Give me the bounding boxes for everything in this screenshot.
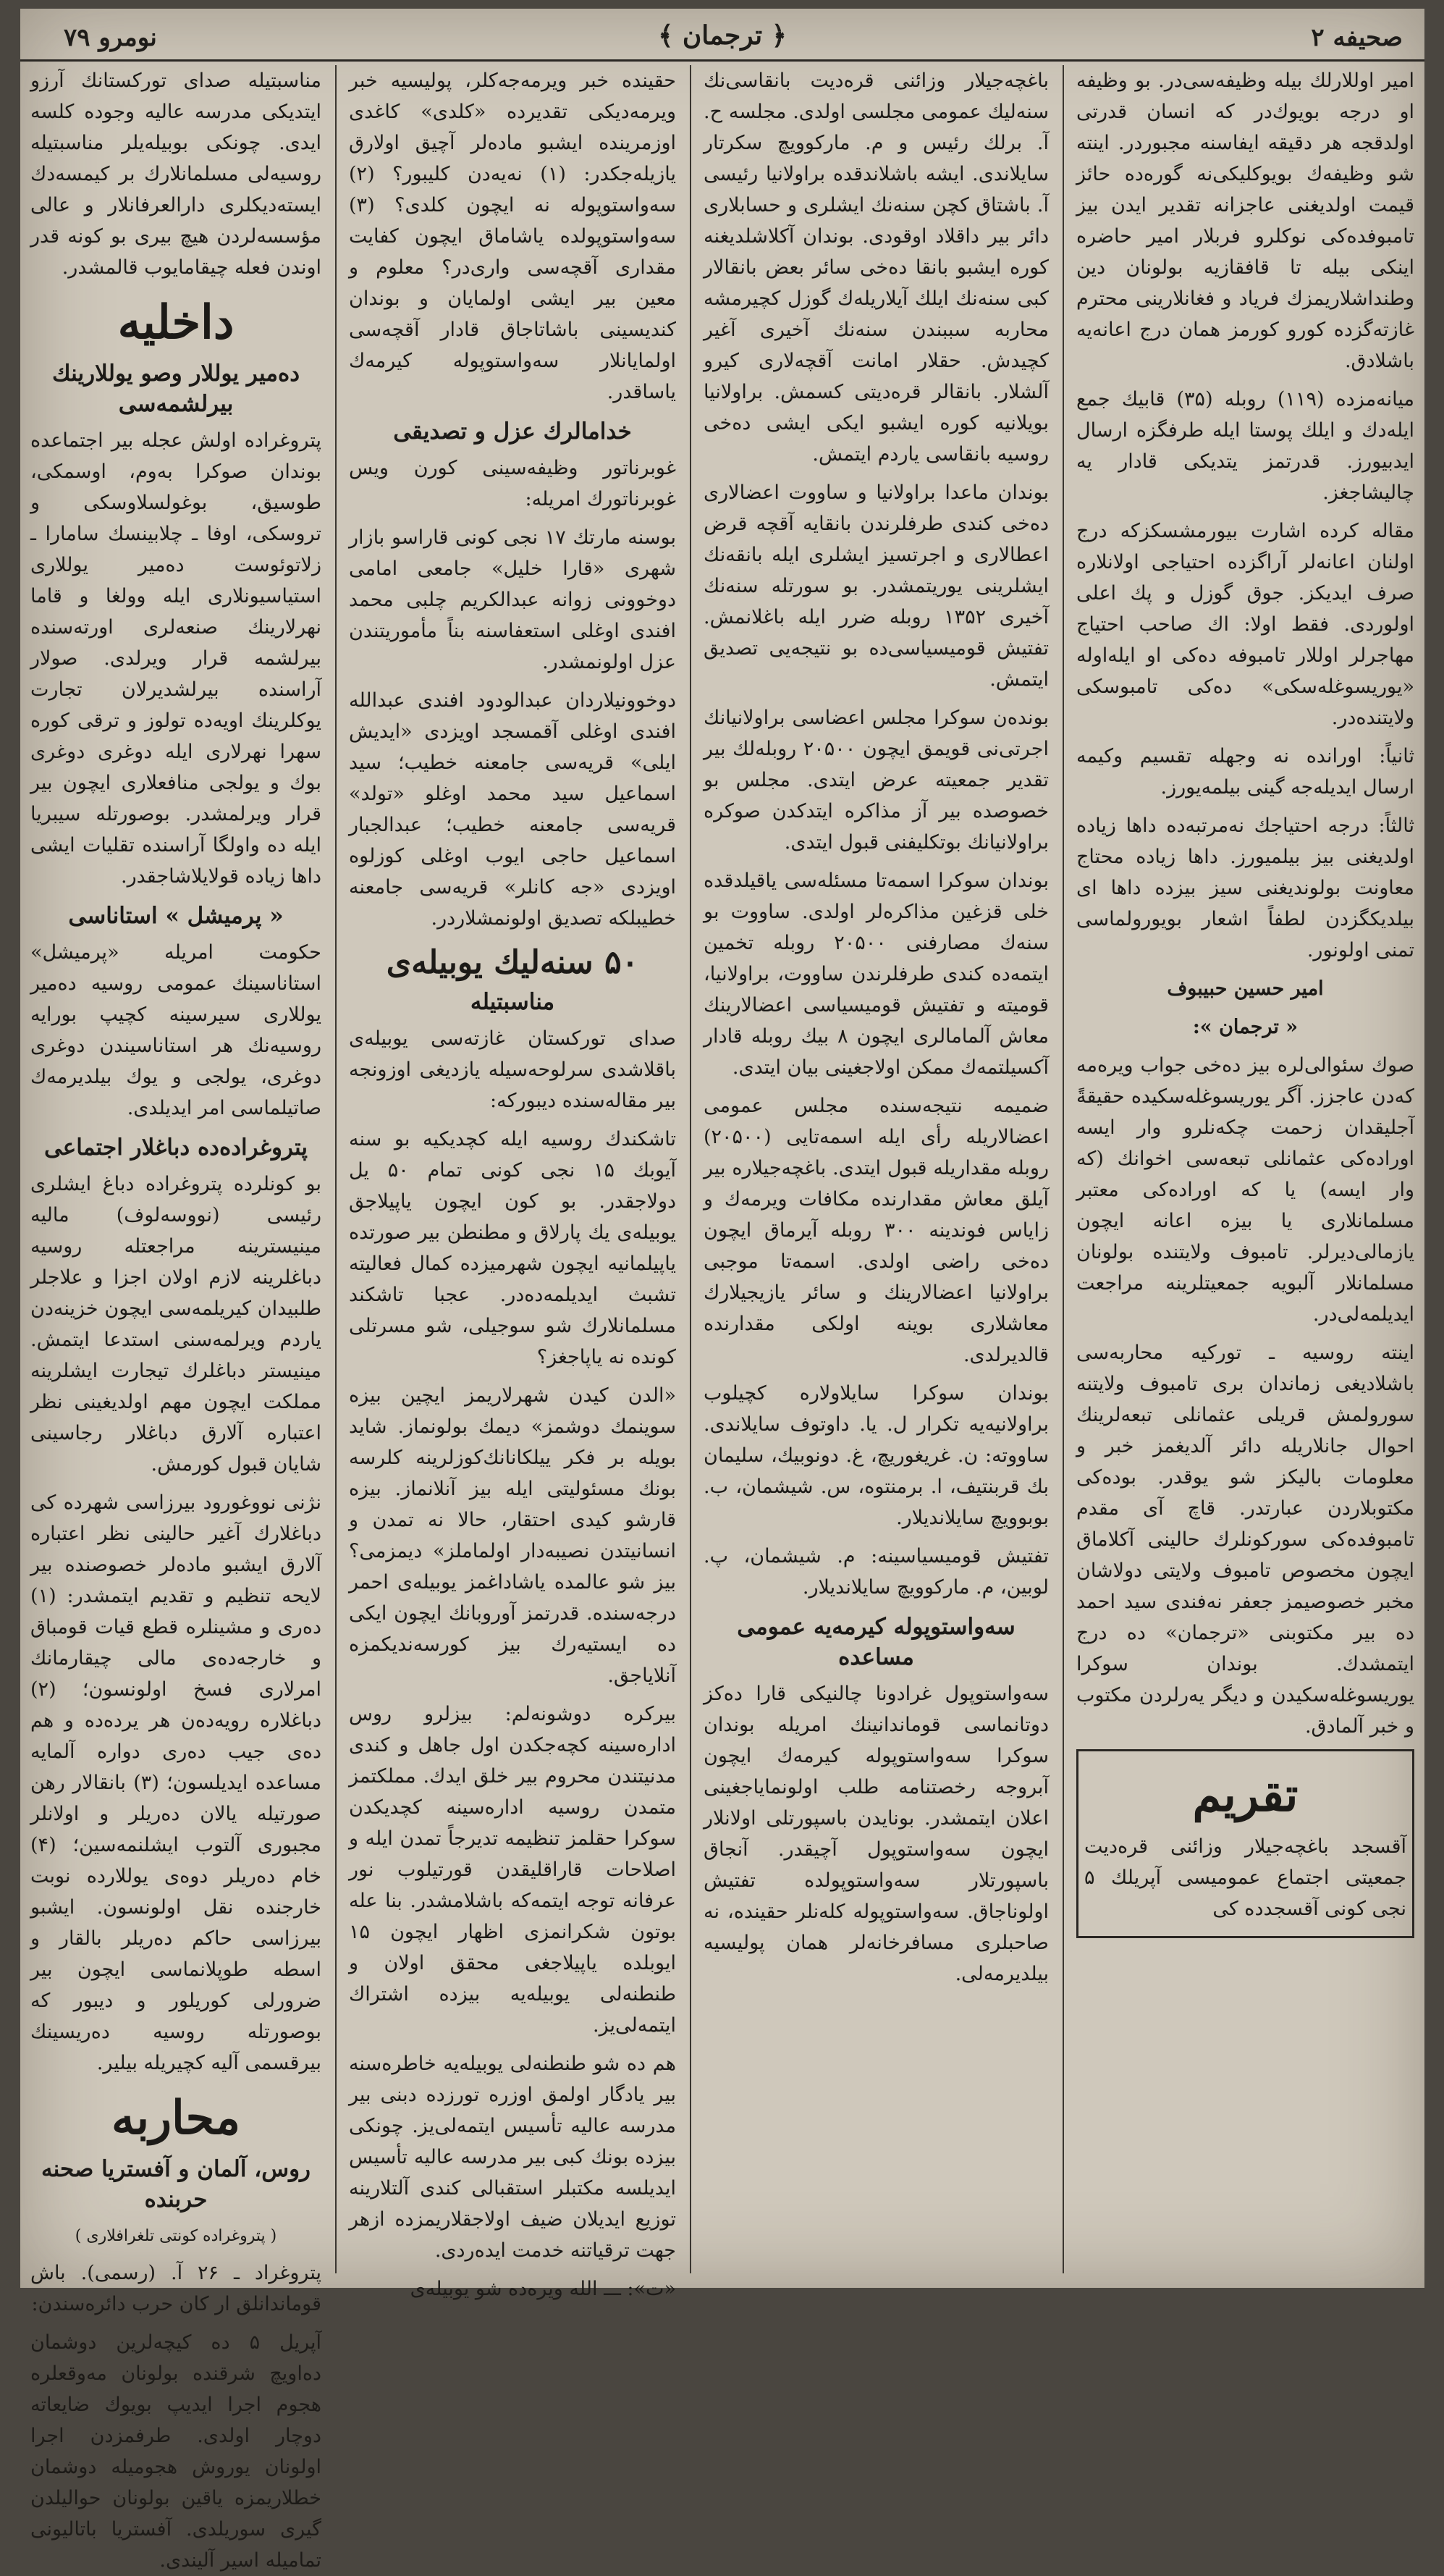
article-text: «ت»: ـــ الله ویره‌ده شو یوبیله‌ی [410, 2278, 676, 2300]
article-text: نژنی نووغورود بیرزاسی شهرده کی دباغلارك آغیر حالینی نظر اعتباره آلارق ایشبو ماده‌لر خصوصنده بیر لایحه تنظیم و تقدیم ایتمشدر: (۱) ده‌ری و مشینلره قطع قیات قومباق و خارجه‌ده‌ی مالی چیقارمانك امرلاری فسخ اولونسون؛ (۲) دباغلاره رویه‌ده‌ن هر یرده‌ده و هم ده‌ی جیب ده‌ری دواره آلمایه مساعده ایدیلسون؛ (۳) بانقالار رهن صورتیله یالان ده‌ریلر و اولانلر مجبوری آلتوب ایشلنمه‌سین؛ (۴) خام ده‌ریلر دوه‌ی یوللارده نوبت خارجنده نقل اولونسون. ایشبو بیرزاسی حاکم ده‌ریلر بالقار و اسطه طوپلانماسی ایچون بیر ضرورلی کوریلور و دیبور که بوصورتله روسیه ده‌ریسینك بیرقسمی آلیه کچیریله بیلیر. [30, 1491, 321, 2074]
article-text: بوسنه مارتك ۱۷ نجی کونی قاراسو بازار شهری «قارا خلیل» جامعی امامی دوخوونی زوانه عبدالکریم چلبی محمد افندی اوغلی استعفاسنه بناً مأموریتندن عزل اولونمشدر. [349, 526, 676, 673]
jubilee-heading: ۵۰ سنه‌لیك یوبیله‌ی [386, 944, 639, 981]
masthead [20, 9, 1424, 59]
article-text: ثانیاً: اورانده نه وجهله تقسیم وکیمه ارسال ایدیله‌جه گینی بیلمه‌یورز. [1076, 745, 1414, 799]
section-heading: داخلیه [117, 295, 235, 350]
page-number: صحيفه ۲ [1311, 23, 1403, 52]
masthead-rule [20, 59, 1424, 62]
announcement-heading: تقریم [1192, 1768, 1299, 1822]
jubilee-subheading: مناسبتیله [470, 989, 555, 1015]
column-divider [335, 65, 337, 2273]
column-divider [690, 65, 691, 2273]
section-heading: سه‌واستوپوله کیرمه‌یه عمومی مساعده [737, 1614, 1016, 1670]
article-text: بیرکره دوشونه‌لم: بیزلرو روس اداره‌سینه کچه‌جکدن اول جاهل و کندی مدنیتندن محروم بیر خلق ایدك. مملکتمز متمدن روسیه اداره‌سینه کچدیکدن سوکرا حقلمز تنظیمه تدیرجاً تمدن ایله و اصلاحات قاراقلیقدن قورتیلوب نور عرفانه توجه ایتمه‌که باشلامشدر. بنا عله بوتون شکرانمزی اظهار ایچون ۱۵ ایوبلده یاپیلاجغی محقق اولان و طنطنه‌لی یوبیله‌یه بیزده اشتراك ایتمه‌لی‌یز. [349, 1703, 676, 2037]
article-text: حقینده خبر ویرمه‌جه‌کلر، پولیسیه خبر ویرمه‌دیکی تقدیرده «کلدی» کاغدی اوزمرینده ایشبو ماده‌لر آچیق اولارق یازیله‌جکدر: (۱) نه‌یه‌دن کلیبور؟ (۲) سه‌واستوپوله نه ایچون کلدی؟ (۳) سه‌واستوپولده یاشاماق ایچون کفایت مقداری آقچه‌سی واری‌در؟ معلوم و معین بیر ایشی اولمایان و بوندان کندیسینی باشاتاجاق قادار آقچه‌سی اولمایانلار سه‌واستوپوله کیرمه‌ك یاساقدر. [349, 70, 676, 403]
article-text: سه‌واستوپول غرادونا چالنیکی قارا ده‌کز دوتانماسی قوماندانینك امریله بوندان سوکرا سه‌واستوپوله کیرمه‌ك ایچون آبروجه رخصتنامه طلب اولونمایاجغینی اعلان ایتمشدر. بونایدن باسپورتلی اولانلار ایچون سه‌واستوپول آچیقدر. آنجاق باسپورتلار سه‌واستوپولده تفتیش اولوناجاق. سه‌واستوپوله کله‌نلر حقینده، نه صاحبلری مسافرخانه‌لر همان پولیسیه بیلدیرمه‌لی. [704, 1683, 1049, 1985]
article-text: ثالثاً: درجه احتیاجك نه‌مرتبه‌ده داها زیاده اولدیغنی بیز بیلمیورز. داها زیاده محتاج معاونت بولوندیغنی سیز بیزده داها ای بیلدیکگزدن لطفاً اشعار بویورولماسی تمنی اولونور. [1076, 815, 1414, 961]
article-heading: پتروغراده‌ده دباغلار اجتماعی [43, 1135, 308, 1161]
article-text: آپریل ۵ ده کیچه‌لرین دوشمان ده‌اویچ شرقنده بولونان مه‌وقعلره هجوم اجرا ایدیپ بویوك ضایعاته دوچار اولدی. طرفمزدن اجرا اولونان یوروش هجومیله دوشمان خطلاریمزه یاقین بولونان حوالیلدن گیری سوریلدی. آفستریا باتالیونی تمامیله اسیر آلیندی. [30, 2331, 321, 2572]
article-text: غوبرناتور وظیفه‌سینی کورن ویس غوبرناتورك امریله: [349, 457, 676, 510]
column-2 [693, 65, 1059, 2273]
article-text: هم ده شو طنطنه‌لی یوبیله‌یه خاطره‌سنه بیر یادگار اولمق اوزره تورزده دبنی بیر مدرسه عالیه تأسیس ایتمه‌لی‌یز. چونکی بیزده بونك کبی بیر مدرسه عالیه تأسیس ایدیلسه مکتبلر استقبالی کندی آلتلارینه توزیع ایدیلان ضیف اولاجقلار‌یمزده ازهر جهت ترقیاتنه خدمت ایده‌ردی. [349, 2053, 676, 2262]
signature: امیر حسین حبیبوف [1167, 977, 1324, 1000]
article-text: «الدن کیدن شهرلاریمز ایچین بیزه سوینمك دوشمز» دیمك بولونماز. شاید بویله بر فکر ییلکانانك‌کوزلرینه کلرسه بونك مسئولیتی ایله بیز آنلانماز. بیزه قارشو کیدی احتقار، حالا نه تمدن و انسانیتدن نصیبه‌دار اولماملز» دیمزمی؟ بیز شو عالمده یاشاداغمز یوبیله‌ی احمر درجه‌سنده. قدرتمز آوروبانك ایچون ایكی ده ایستیه‌رك بیز کورسه‌ندیکمزه آنلایاجق. [349, 1384, 676, 1687]
article-text: میانه‌مزده (۱۱۹) روبله (۳۵) قابیك جمع ایله‌دك و ایلك پوستا ایله طرفگزه ارسال ایدبیورز. قدرتمز یتدیکی قادار یه چالیشاجغز. [1076, 388, 1414, 504]
article-text: بو کونلرده پتروغراده دباغ ایشلری رئیسی (نووسه‌لوف) مالیه مینیسترینه مراجعتله روسیه دباغلرینه لازم اولان اجزا و علاجلر طلبیدان کیریلمه‌سی ایچون خزینه‌دن یاردم ویرلمه‌سنی استدعا ایتمش. مینیستر دباغلرك تیجارت ایشلرینه مملکت ایچون مهم اولدیغینی نظر اعتباره آلارق دباغلار رجاسینی شایان قبول کورمش. [30, 1173, 321, 1476]
article-text: پتروغراد ـ ۲۶ آ. (رسمی). باش قوماندانلق ار کان حرب دائره‌سندن: [30, 2262, 321, 2315]
newspaper-page [20, 9, 1424, 2572]
section-heading: محاربه [111, 2091, 241, 2145]
column-3 [339, 65, 686, 2300]
column-divider [1063, 65, 1064, 2273]
article-text: تاشکندك روسیه ایله کچدیکیه بو سنه آیوبك ۱۵ نجی کونی تمام ۵۰ یل دولاجقدر. بو کون ایچون یاپیلاجق یوبیله‌ی یك پارلاق و مطنطن بیر صورتده یاپیلمانیه ایچون شهرمیزده کمال فعالیته تشبث ایدیلمه‌ده‌در. عجبا تاشکند مسلمانلارك شو سوجیلی، شو مسرتلی کونده نه یاپاجغز؟ [349, 1128, 676, 1368]
article-heading: « پرمیشل » استاناسی [68, 903, 284, 929]
article-text: مناسبتیله صدای تورکستانك آرزو ایتدیکی مدرسه عالیه وجوده کلسه ایدی. چونکی بوبیله‌یلر مناسبتیله روسیه‌لی مسلمانلارك بر کیمسه‌دك ایسته‌دیکلری دارالعرفانلار و عالی مؤسسه‌لردن هیچ بیری بو کونه قدر اوندن فعله چیقامایوب قالمشدر. [30, 70, 321, 279]
article-text: باغچه‌جیلار وزائنی قره‌دیت بانقاسی‌نك سنه‌لیك عمومی مجلسی اولدی. مجلسه ح. آ. برلك رئیس و م. مارکوویچ سکرتار سایلاندی. ایشه باشلاندقده براولانیا رئیسی آ. باشتاق کچن سنه‌نك ایشلری و حسابلاری دائر بیر داقلاد اوقودی. بوندان آکلاشلدیغنه کوره ایشبو بانقا ده‌خی سائر بعض بانقالار کبی سنه‌نك ایلك آیلاریله‌ك گوزل کچیرمشه محاربه سببندن سنه‌نك آخیری آغیر کچیدش. حقلار امانت آقچه‌لاری کیرو آلشلار. بانقالر قره‌دیتی کسمش. براولانیا بویلانیه کوره ایشبو ایکی ایشی ده‌خی روسیه بانقاسی یاردم ایتمش. [704, 70, 1049, 466]
section-heading: خدامالرك عزل و تصدیقی [393, 418, 632, 445]
article-text: حکومت امریله «پرمیشل» استاناسینك عمومی روسیه ده‌میر یوللاری سیرسینه کچیپ بورایه روسیه‌نك هر استاناسیندن دوغری دوغری، یولجی و یوك بیلدیرمه‌ك صاتیلماسی امر ایدیلدی. [30, 941, 321, 1119]
article-text: پتروغراده اولش عجله بیر اجتماعده بوندان صوکرا به‌وم، اوسمکی، طوسیق، بوغولسلاوسکی و تروسکی، اوفا ـ چلابینسك سامارا ـ زلاتوئوست ده‌میر یوللاری استیاسیونلاری ایله وولغا و قاما نهرلارینك صنعه‌لری اورته‌سنده بیرلشمه قرار ویرلدی. صولار آراسنده بیرلشدیرلان تجارت یوکلرینك اویه‌ده تولوز و ترقی کوره سهرا نهرلاری ایله دوغری دوغری بوك و یولجی منافعلاری ایچون بیر قرار ویرلمشدر. بوصورتله سیبریا ایله ده واولگا آراسنده تقلیات ایشی داها زیاده قولایلاشاجقدر. [30, 429, 321, 888]
article-text: بونده‌ن سوکرا مجلس اعضاسی براولانیانك اجرتی‌نی قویمق ایچون ۲۰۵۰۰ روبله‌لك بیر تقدیر جمعیته عرض ایتدی. مجلس بو خصوصده بیر آز مذاکره ایتدکدن صوکره براولانیانك بوتكلیفنی قبول ایتدی. [704, 707, 1049, 854]
article-text: مقاله کرده اشارت بیورمشسکزکه درج اولنان اعانه‌لر آراگزده احتیاجی اولانلاره صرف ایدیکز. جوق گوزل و پك اعلی اولوردی. فقط اولا: اك صاحب احتیاج مهاجرلر اوللار تامبوفه ده‌کی او ایله‌اوله «یوریسوغله‌سکی» ده‌کی تامبوسکی ولایتنده‌در. [1076, 520, 1414, 729]
article-text: بوندان سوکرا اسمه‌تا مسئله‌سی یاقیلدقده خلی قزغین مذاکره‌لر اولدی. ساووت بو سنه‌ك مصارفنی ۲۰۵۰۰ روبله تخمین ایتمه‌ده کندی طرفلرندن ساووت، براولانیا، قومیته و تفتیش قومیسیاسی اعضالارینك معاش آلمامالری ایچون ۸ بیك روبله قادار آکسیلتمه‌ك ممکن اولاجغینی بیان ایتدی. [704, 870, 1050, 1079]
column-4 [20, 65, 332, 2572]
article-heading: روس، آلمان و آفستریا صحنه حربنده [41, 2156, 311, 2213]
editor-note-heading: « ترجمان »: [1192, 1016, 1299, 1038]
column-1 [1066, 65, 1424, 2273]
announcement-text: آقسجد باغچه‌جیلار وزائنی قره‌دیت جمعیتی اجتماع عمومیسی آپریلك ۵ نجی کونی آقسجدده کی [1084, 1835, 1406, 1920]
article-text: صدای تورکستان غازته‌سی یوبیله‌ی باقلاشدی سرلوحه‌سیله یازدیغی اوزونجه بیر مقاله‌سنده دیبورکه: [349, 1027, 676, 1112]
article-text: بوندان سوکرا سایلاولاره کچیلوب براولانیه‌یه تکرار ل. یا. داوتوف سایلاندی. ساووته: ن. غریغوریچ، غ. دونوبیك، سلیمان بك قربنتیف، ا. برمنتوه، س. شیشمان، ب. بوبوویچ سایلاندیلار. [704, 1382, 1049, 1529]
announcement-box [1076, 1749, 1414, 1938]
telegram-note: ( پتروغراده کونتی تلغرافلاری ) [75, 2227, 277, 2245]
article-text: اینته روسیه ـ تورکیه محاربه‌سی باشلادیغی زماندان بری تامبوف ولایتنه سورولمش قریلی عثمانلی تبعه‌لرینك احوال جانلاریله دائر آلدیغمز خبر و معلومات بالیکز شو یوقدر. بوده‌کی مکتوبلاردن عبارتدر. قاچ آی مقدم تامبوفده‌کی سورکونلرك حالینی آکلاماق ایچون مخصوص تامبوف ولایتی دولاشان مخبر خصوصیمز جعفر نه‌فندی سید احمد ده بیر مکتوبنی «ترجمان» ده درج ایتمشدك. بوندان سوکرا یوریسوغله‌سکیدن و دیگر یه‌رلردن مکتوب و خبر آلمادق. [1076, 1342, 1414, 1738]
article-text: صوك سئوالی‌لره بیز ده‌خی جواب ویره‌مه که‌دن عاجزز. آگر یوریسوغله‌سکیده حقیقةً آجلیقدان زحمت چکه‌نلرو وار ایسه اوراده‌کی عثمانلی تبعه‌سی اخوانك (که وار ایسه) یا که اوراده‌کی معتبر مسلمانلاری یا بیزه اعانه ایچون یازمالی‌دیرلر. تامبوف ولایتنده بولونان مسلمانلار آلبویه جمعیتلرینه مراجعت ایدیلمه‌لی‌در. [1076, 1054, 1414, 1326]
issue-number: نومرو ۷۹ [64, 23, 157, 52]
article-heading: ده‌میر یوللار وصو یوللارینك بیرلشمه‌سی [51, 361, 300, 417]
article-text: دوخوونیلاردان عبدالودود افندی عبدالله افندی اوغلی آقمسجد اویزدی «ایدیش ایلی» قریه‌سی جامعنه خطیب؛ سید اسماعیل سید محمد اوغلو «تولد» قریه‌سی جامعنه خطیب؛ عبدالجبار اسماعیل حاجی ایوب اوغلی کوزلوه اویزدی «جه کانلر» قریه‌سی جامعنه خطیبلکه تصدیق اولونمشلاردر. [349, 689, 676, 930]
article-text: امیر اوللارلك بیله وظیفه‌سی‌در. بو وظیفه او درجه بویوك‌در که انسان قدرتی اولدقجه هر دقیقه ایفاسنه مجبوردر. اینته شو وظیفه‌ك بویوکلیکی‌نه گوره‌ده حائز قیمت اولدیغنی عاجزانه تقدیر ایدن بیز تامبوفده‌کی نوکلرو فربلار امیر حاضره اینکی بیله تا قافقازیه بولونان دین وطنداشلاریمزك فریاد و فغانلارینی محترم غازته‌گزده کورو کورمز همان درج اعانه‌یه باشلادق. [1076, 70, 1414, 372]
article-text: ضمیمه نتیجه‌سنده مجلس عمومی اعضالاریله رأی ایله اسمه‌تایی (۲۰۵۰۰) روبله مقداریله قبول ایتدی. باغچه‌جیلاره بیر آیلق معاش مقدارنده مکافات ویرمه‌ك و زایاس فوندینه ۳۰۰ روبله آیرماق ایچون ده‌خی راضی اولدی. اسمه‌تا موجبی براولانیا اعضالارینك و سائر یازیجیلارك معاشلاری بوینه اولکی مقدارنده قالدیرلدی. [704, 1095, 1049, 1366]
newspaper-title: ﴿ ترجمان ﴾ [658, 20, 787, 51]
article-text: تفتیش قومیسیاسینه: م. شیشمان، پ. لوبین، م. مارکوویچ سایلاندیلار. [704, 1545, 1049, 1599]
article-text: بوندان ماعدا براولانیا و ساووت اعضالاری ده‌خی کندی طرفلرندن بانقایه آقچه قرض اعطالاری و اجرتسیز ایشلری ایله بانقه‌نك ایشلرینی یوریتمشدر. بو سورتله سنه‌نك آخیری ۱۳۵۲ روبله ضرر ایله باغلانمش. تفتیش قومیسیاسی‌ده‌ بو نتیجه‌یی تصدیق ایتمش. [704, 481, 1049, 691]
